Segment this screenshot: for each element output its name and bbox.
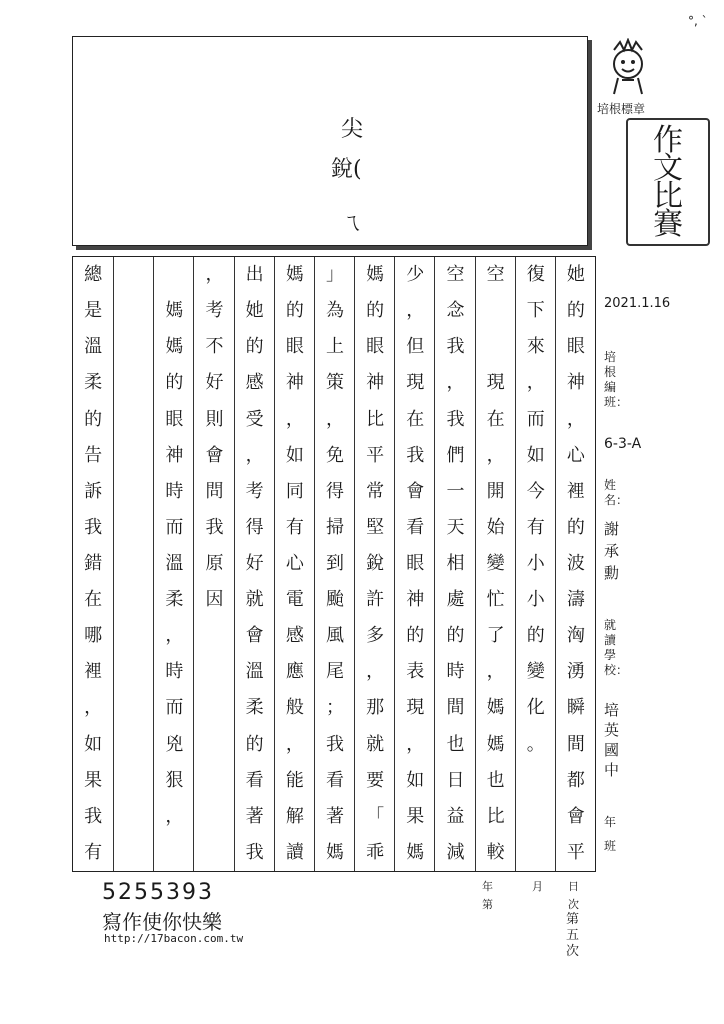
writing-grid <box>72 256 596 872</box>
grid-char: 的 <box>446 625 465 647</box>
grid-char: 那 <box>366 697 385 719</box>
grid-char: 眼 <box>165 408 184 430</box>
comment-line-3: ㄟ <box>341 211 364 236</box>
grid-char: 比 <box>486 805 505 827</box>
grid-char: 有 <box>285 516 304 538</box>
grid-char: 天 <box>446 516 465 538</box>
grid-char: 媽 <box>165 300 184 322</box>
grid-char: 堅 <box>366 516 385 538</box>
grid-char: 下 <box>526 300 545 322</box>
stamp-line-2: 文 <box>653 151 683 186</box>
grid-char: ， <box>486 444 505 466</box>
grid-char: ， <box>84 697 103 719</box>
grid-char: 神 <box>566 372 585 394</box>
grid-char: 空 <box>446 264 465 286</box>
grid-char: 會 <box>245 625 264 647</box>
grid-char: 少 <box>406 264 425 286</box>
grid-char: 有 <box>84 841 103 863</box>
grid-char: 看 <box>245 769 264 791</box>
grid-char: ， <box>566 408 585 430</box>
grid-char: 平 <box>366 444 385 466</box>
grid-char: 平 <box>566 841 585 863</box>
grid-char: 忙 <box>486 589 505 611</box>
grid-char: 颱 <box>325 589 344 611</box>
grid-char: 常 <box>366 480 385 502</box>
grid-char: 媽 <box>406 841 425 863</box>
grid-char: 就 <box>366 733 385 755</box>
grid-char: ， <box>165 625 184 647</box>
grid-char: ， <box>406 733 425 755</box>
grid-char: 小 <box>526 553 545 574</box>
grid-char: 我 <box>446 336 465 358</box>
grid-char: 小 <box>526 589 545 611</box>
logo-label: 培根標章 <box>597 102 646 116</box>
grid-char: 媽 <box>486 697 505 719</box>
grid-column <box>434 257 475 871</box>
grid-char: 尾 <box>325 661 344 683</box>
grid-char: 如 <box>526 444 545 466</box>
grid-char: 始 <box>486 516 505 538</box>
grid-char: ， <box>446 372 465 394</box>
grid-column <box>234 257 275 871</box>
grid-char: 好 <box>205 372 224 394</box>
grid-char: 波 <box>566 553 585 574</box>
grid-char: 告 <box>84 444 103 466</box>
grid-char: ， <box>285 733 304 755</box>
grid-char: 得 <box>245 516 264 538</box>
date-value: 2021.1.16 <box>604 296 671 311</box>
grid-char: 時 <box>165 480 184 502</box>
grid-char: 會 <box>406 480 425 502</box>
grid-char: 溫 <box>165 553 184 574</box>
grid-char: 我 <box>325 733 344 755</box>
grid-char: 在 <box>84 589 103 611</box>
grid-char: 果 <box>406 805 425 827</box>
grid-char: 表 <box>406 661 425 683</box>
grid-char: 的 <box>406 625 425 647</box>
grid-char: 較 <box>486 841 505 863</box>
grid-char: 的 <box>245 336 264 358</box>
grid-char: 著 <box>325 805 344 827</box>
grid-char: 復 <box>526 264 545 286</box>
grid-char: 日 <box>446 769 465 791</box>
grid-char: 我 <box>406 444 425 466</box>
grid-char: 的 <box>526 625 545 647</box>
grid-char: 心 <box>285 553 304 574</box>
grid-char: 神 <box>285 372 304 394</box>
stamp-line-4: 賽 <box>653 207 683 242</box>
grid-char: 多 <box>366 625 385 647</box>
grid-char: 但 <box>406 336 425 358</box>
grid-char: 時 <box>165 661 184 683</box>
grid-char: 了 <box>486 625 505 647</box>
grid-char: 比 <box>366 408 385 430</box>
grid-char: 空 <box>486 264 505 286</box>
grid-char: 感 <box>285 625 304 647</box>
bottom-month-label: 月 <box>532 880 543 893</box>
grid-column <box>193 257 234 871</box>
name-value: 謝承勳 <box>604 520 620 582</box>
bottom-handwritten: 第五次 <box>566 912 580 959</box>
grid-char: 到 <box>325 553 344 574</box>
grid-char: 看 <box>325 769 344 791</box>
grid-char: ， <box>526 372 545 394</box>
stamp-line-3: 比 <box>653 179 683 214</box>
comment-line-2: 銳( <box>331 157 362 182</box>
brand-slogan: 寫作使你快樂 <box>102 910 222 934</box>
grid-char: 們 <box>446 444 465 466</box>
grid-char: 媽 <box>325 841 344 863</box>
grid-char: ， <box>406 300 425 322</box>
grid-char: 看 <box>406 516 425 538</box>
grid-char: 好 <box>245 553 264 574</box>
grid-char: 的 <box>84 408 103 430</box>
grid-char: 現 <box>406 697 425 719</box>
grid-column <box>354 257 395 871</box>
grid-char: 為 <box>325 300 344 322</box>
grid-char: 如 <box>285 444 304 466</box>
grid-char: 的 <box>245 733 264 755</box>
grid-char: 原 <box>205 553 224 574</box>
grid-char: 銳 <box>366 553 385 574</box>
class-value: 6-3-A <box>604 436 642 452</box>
grid-char: 風 <box>325 625 344 647</box>
grid-char: 變 <box>486 553 505 574</box>
grid-char: 狠 <box>165 769 184 791</box>
grid-char: 而 <box>165 516 184 538</box>
grid-char: 就 <box>245 589 264 611</box>
grid-char: 相 <box>446 553 465 574</box>
grid-char: 考 <box>205 300 224 322</box>
grid-char: 在 <box>486 408 505 430</box>
school-value: 培英國中 <box>604 701 620 779</box>
grid-char: 神 <box>165 444 184 466</box>
grid-char: 哪 <box>84 625 103 647</box>
grid-char: 的 <box>165 372 184 394</box>
grid-char: 會 <box>566 805 585 827</box>
grid-char: 眼 <box>566 336 585 358</box>
stamp-line-1: 作 <box>653 123 683 158</box>
grid-char: 開 <box>486 480 505 502</box>
grid-char: 受 <box>245 408 264 430</box>
grid-char: 的 <box>366 300 385 322</box>
grid-char: 瞬 <box>566 697 585 719</box>
grid-char: 不 <box>205 336 224 358</box>
grid-char: 我 <box>205 516 224 538</box>
grid-char: 眼 <box>366 336 385 358</box>
grid-column <box>314 257 355 871</box>
grid-char: ， <box>245 444 264 466</box>
grid-char: ， <box>325 408 344 430</box>
grid-char: 神 <box>406 589 425 611</box>
grid-char: 而 <box>526 408 545 430</box>
grid-char: 柔 <box>165 589 184 611</box>
grid-char: 同 <box>285 480 304 502</box>
grid-char: 媽 <box>486 733 505 755</box>
top-right-mark: °, ` <box>688 14 708 28</box>
grid-column <box>555 257 596 871</box>
bottom-year-label: 年 <box>482 880 493 893</box>
grid-char: 有 <box>526 516 545 538</box>
grid-char: 策 <box>325 372 344 394</box>
grid-char: ； <box>325 697 344 719</box>
grid-char: 上 <box>325 336 344 358</box>
grid-char: 媽 <box>285 264 304 286</box>
grid-char: 溫 <box>84 336 103 358</box>
grid-char: 柔 <box>84 372 103 394</box>
grid-char: 我 <box>84 516 103 538</box>
grid-column <box>113 257 154 871</box>
grid-char: 裡 <box>566 480 585 502</box>
grid-char: 媽 <box>366 264 385 286</box>
grid-char: 乖 <box>366 841 385 863</box>
grid-char: 掃 <box>325 516 344 538</box>
grid-char: 化 <box>526 697 545 719</box>
grid-char: 「 <box>366 805 385 827</box>
grid-char: 。 <box>526 733 545 755</box>
grid-char: 變 <box>526 661 545 683</box>
grid-char: 今 <box>526 480 545 502</box>
grid-char: 減 <box>446 841 465 863</box>
grid-char: 解 <box>285 805 304 827</box>
grade-label: 年 班 <box>604 815 629 853</box>
bottom-day-label: 日 <box>568 880 579 893</box>
grid-char: 要 <box>366 769 385 791</box>
grid-char: 問 <box>205 480 224 502</box>
grid-char: 都 <box>566 769 585 791</box>
grid-char: 也 <box>486 769 505 791</box>
grid-char: 念 <box>446 300 465 322</box>
grid-char: ， <box>285 408 304 430</box>
grid-column <box>394 257 435 871</box>
grid-char: 溫 <box>245 661 264 683</box>
grid-char: 果 <box>84 769 103 791</box>
grid-char: 也 <box>446 733 465 755</box>
grid-char: 般 <box>285 697 304 719</box>
grid-char: 現 <box>406 372 425 394</box>
grid-char: 時 <box>446 661 465 683</box>
grid-column <box>475 257 516 871</box>
grid-char: 錯 <box>84 553 103 574</box>
grid-char: 許 <box>366 589 385 611</box>
grid-char: 如 <box>406 769 425 791</box>
grid-char: 因 <box>205 589 224 611</box>
comment-line-1: 尖 <box>341 117 364 142</box>
class-label: 培根編班： <box>604 350 629 409</box>
grid-char: 間 <box>446 697 465 719</box>
grid-char: 我 <box>446 408 465 430</box>
grid-char: 她 <box>245 300 264 322</box>
grid-char: 間 <box>566 733 585 755</box>
bottom-no-label: 第 <box>482 898 493 911</box>
grid-char: ， <box>366 661 385 683</box>
grid-char: 出 <box>245 264 264 286</box>
grid-char: ， <box>486 661 505 683</box>
grid-char: 媽 <box>165 336 184 358</box>
grid-char: ， <box>165 805 184 827</box>
grid-char: 如 <box>84 733 103 755</box>
grid-char: 她 <box>566 264 585 286</box>
grid-char: 柔 <box>245 697 264 719</box>
grid-char: 神 <box>366 372 385 394</box>
grid-char: 處 <box>446 589 465 611</box>
grid-char: 總 <box>84 264 103 286</box>
grid-char: 的 <box>566 300 585 322</box>
grid-char: 會 <box>205 444 224 466</box>
grid-char: 能 <box>285 769 304 791</box>
grid-char: 電 <box>285 589 304 611</box>
comment-box <box>72 36 588 246</box>
grid-char: 湧 <box>566 661 585 683</box>
grid-char: 眼 <box>406 553 425 574</box>
grid-char: 而 <box>165 697 184 719</box>
grid-char: 益 <box>446 805 465 827</box>
grid-char: 心 <box>566 444 585 466</box>
bottom-times-label: 次 <box>568 898 579 911</box>
grid-char: 我 <box>245 841 264 863</box>
grid-char: 的 <box>285 300 304 322</box>
name-label: 姓名： <box>604 478 629 507</box>
grid-column <box>274 257 315 871</box>
grid-char: 裡 <box>84 661 103 683</box>
grid-char: 感 <box>245 372 264 394</box>
grid-char: 在 <box>406 408 425 430</box>
bacon-logo-icon <box>604 38 652 96</box>
grid-column <box>73 257 113 871</box>
grid-char: 免 <box>325 444 344 466</box>
contest-stamp <box>626 118 710 246</box>
grid-char: 來 <box>526 336 545 358</box>
grid-char: 是 <box>84 300 103 322</box>
school-label: 就讀學校： <box>604 618 629 677</box>
grid-char: 現 <box>486 372 505 394</box>
grid-column <box>153 257 194 871</box>
grid-char: 的 <box>566 516 585 538</box>
grid-char: ， <box>205 264 224 286</box>
grid-char: 洶 <box>566 625 585 647</box>
grid-char: 得 <box>325 480 344 502</box>
grid-column <box>515 257 556 871</box>
grid-char: 眼 <box>285 336 304 358</box>
grid-char: 著 <box>245 805 264 827</box>
grid-char: 讀 <box>285 841 304 863</box>
brand-url: http://17bacon.com.tw <box>104 932 244 945</box>
brand-number: 5255393 <box>102 880 214 905</box>
grid-char: 」 <box>325 264 344 286</box>
grid-char: 一 <box>446 480 465 502</box>
grid-char: 濤 <box>566 589 585 611</box>
grid-char: 則 <box>205 408 224 430</box>
grid-char: 訴 <box>84 480 103 502</box>
grid-char: 應 <box>285 661 304 683</box>
grid-char: 我 <box>84 805 103 827</box>
grid-char: 兇 <box>165 733 184 755</box>
grid-char: 考 <box>245 480 264 502</box>
